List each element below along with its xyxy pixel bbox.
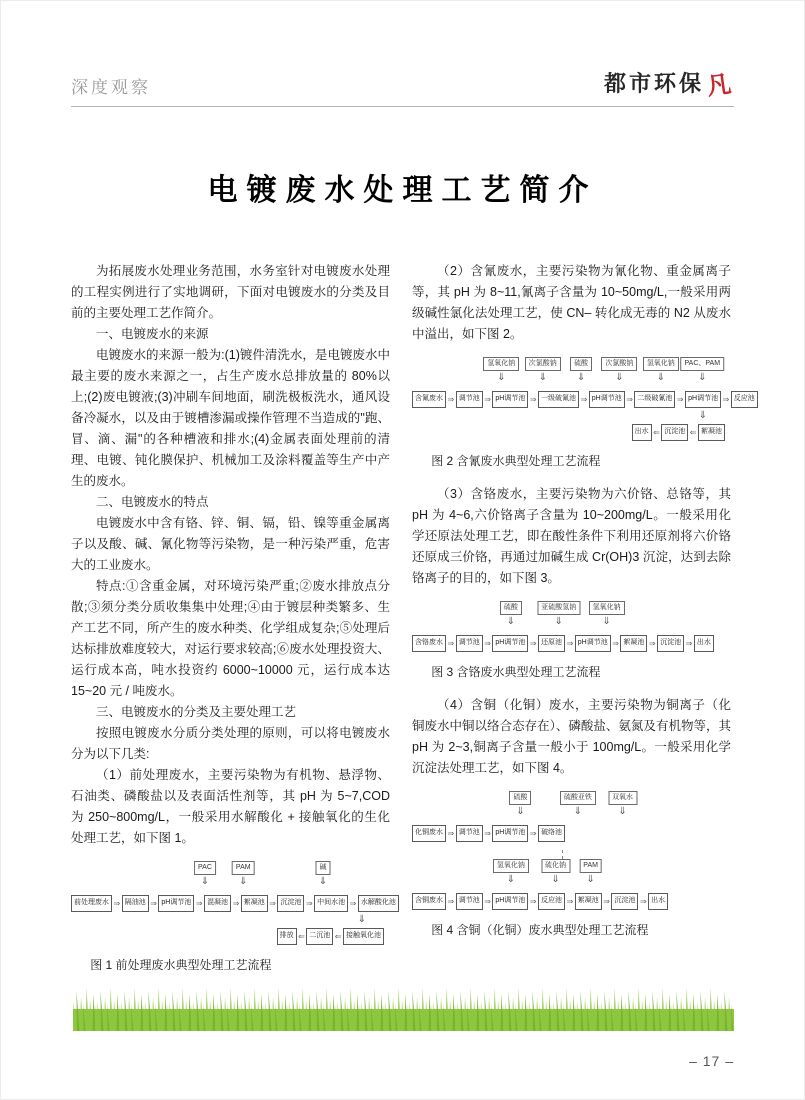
figure-fig3 (412, 601, 731, 654)
brand-logo (603, 67, 736, 101)
process-box: 水解酸化池 (358, 895, 399, 912)
reagent-box: 碱 (316, 861, 331, 875)
process-box: 出水 (648, 893, 668, 910)
process-box: pH调节池 (685, 391, 721, 408)
figure-fig4 (412, 791, 731, 912)
process-box: pH调节池 (492, 635, 528, 652)
flow-block (412, 601, 731, 654)
reagent-box: PAM (232, 861, 255, 875)
process-box: 沉淀池 (611, 893, 638, 910)
process-box: 出水 (632, 424, 652, 441)
right-arrow-icon: ⇒ (447, 829, 455, 838)
page-header (71, 67, 734, 107)
right-arrow-icon: ⇒ (484, 829, 491, 838)
process-box: 调节池 (456, 635, 483, 652)
brand-name: 都市环保 (603, 71, 704, 96)
right-arrow-icon: ⇒ (580, 395, 588, 404)
section-heading: 一、电镀废水的来源 (96, 327, 209, 341)
paragraph: 特点:①含重金属，对环境污染严重;②废水排放点分散;③须分类分质收集集中处理;④由于镀层种类繁多、生产工艺不同，所产生的废水种类、化学组成复杂;⑤处理后达标排放难度较大，对运行要求较高;⑥废水处理投资大、运行成本高，吨水投资约 6000~10000 元，运行成本达 15~20 元 / 吨废水。 (71, 579, 390, 698)
process-row (412, 633, 731, 654)
figure-caption: 图 4 含铜（化铜）废水典型处理工艺流程 (431, 923, 649, 937)
reagent-box: 氢氧化钠 (589, 601, 625, 615)
process-box: 二沉池 (306, 928, 333, 945)
left-arrow-icon: ⇐ (653, 428, 660, 437)
paragraph: 为拓展废水处理业务范围，水务室针对电镀废水处理的工程实例进行了实地调研，下面对电镀废水的分类及目前的主要处理工艺作简介。 (71, 264, 390, 320)
down-arrow-icon: ⇓ (615, 372, 624, 383)
down-arrow-icon: ⇓ (200, 876, 210, 887)
process-box: 含铬废水 (412, 635, 446, 652)
process-box: pH调节池 (492, 391, 528, 408)
process-box: 前处理废水 (71, 895, 112, 912)
down-arrow-icon: ⇓ (618, 806, 627, 817)
process-box: 絮凝池 (241, 895, 268, 912)
process-box: 调节池 (456, 893, 483, 910)
brand-seal-icon: 凡 (705, 71, 736, 101)
reagent-box: 氢氧化钠 (493, 859, 529, 873)
paragraph: （4）含铜（化铜）废水，主要污染物为铜离子（化铜废水中铜以络合态存在）、磷酸盐、氨氮及有机物等，其 pH 为 2~3,铜离子含量一般小于 100mg/L。一般采用化学沉淀法处理工艺，如下图 4。 (412, 698, 731, 775)
right-arrow-icon: ⇒ (305, 899, 313, 908)
process-box: 中间水池 (314, 895, 348, 912)
right-arrow-icon: ⇒ (447, 639, 455, 648)
process-box: pH调节池 (492, 893, 528, 910)
down-arrow-icon: ⇓ (538, 372, 547, 383)
figure-caption: 图 1 前处理废水典型处理工艺流程 (90, 958, 272, 972)
reagent-box: 次氯酸钠 (601, 357, 637, 371)
article-title: 电镀废水处理工艺简介 (207, 174, 598, 207)
down-arrow-icon: ⇓ (497, 372, 506, 383)
process-box: pH调节池 (589, 391, 625, 408)
down-arrow-icon: ⇓ (554, 616, 563, 627)
process-box: 絮凝池 (620, 635, 647, 652)
down-arrow-icon: ⇓ (318, 876, 328, 887)
reagent-box: 硫酸亚铁 (560, 791, 596, 805)
down-arrow-icon: ⇓ (576, 372, 586, 383)
reagent-box: 硫酸 (500, 601, 522, 615)
reagent-box: PAC、PAM (681, 357, 725, 371)
right-arrow-icon: ⇒ (676, 395, 684, 404)
paragraph: 电镀废水中含有铬、锌、铜、镉，铅、镍等重金属离子以及酸、碱、氰化物等污染物，是一种污染严重，危害大的工业废水。 (71, 516, 390, 572)
right-arrow-icon: ⇒ (447, 897, 455, 906)
flow-connector (562, 850, 731, 859)
down-arrow-icon: ⇓ (506, 874, 516, 885)
process-box: 混凝池 (204, 895, 231, 912)
right-arrow-icon: ⇒ (529, 639, 537, 648)
down-arrow-icon: ⇓ (516, 806, 525, 817)
right-column (412, 261, 755, 988)
reagent-box: 氢氧化钠 (643, 357, 679, 371)
down-arrow-icon: ⇓ (698, 410, 707, 421)
down-arrow-icon: ⇓ (357, 914, 366, 925)
down-arrow-icon: ⇓ (551, 874, 560, 885)
right-arrow-icon: ⇒ (529, 829, 537, 838)
section-heading: 二、电镀废水的特点 (96, 495, 209, 509)
flow-block (412, 357, 755, 443)
right-arrow-icon: ⇒ (626, 395, 633, 404)
left-arrow-icon: ⇐ (298, 932, 305, 941)
reagent-layer (71, 861, 390, 893)
down-arrow-icon: ⇓ (698, 372, 707, 383)
paragraph: 按照电镀废水分质分类处理的原则，可以将电镀废水分为以下几类: (71, 726, 390, 761)
flow-block (412, 791, 731, 844)
paragraph: （2）含氰废水，主要污染物为氰化物、重金属离子等，其 pH 为 8~11,氰离子含量为 10~50mg/L,一般采用两级碱性氯化法处理工艺，使 CN– 转化成无毒的 N2 从废水中溢出，如下图 2。 (412, 264, 731, 341)
paragraph: （3）含铬废水，主要污染物为六价铬、总铬等，其 pH 为 4~6,六价铬离子含量为 10~200mg/L。一般采用化学还原法处理工艺，即在酸性条件下利用还原剂将六价铬还原成三价铬，再通过加碱生成 Cr(OH)3 沉淀，达到去除铬离子的目的，如下图 3。 (412, 487, 731, 585)
right-arrow-icon: ⇒ (685, 639, 693, 648)
process-box: 出水 (694, 635, 714, 652)
reagent-box: 硫酸 (509, 791, 531, 805)
reagent-layer (412, 859, 731, 891)
process-box: 反应池 (731, 391, 758, 408)
reagent-box: 亚硫酸氢钠 (537, 601, 580, 615)
process-box: 絮凝池 (698, 424, 725, 441)
process-box: 沉淀池 (277, 895, 304, 912)
right-arrow-icon: ⇒ (612, 639, 619, 648)
reagent-box: 双氧水 (608, 791, 637, 805)
process-box: pH调节池 (158, 895, 194, 912)
process-box: 破络池 (538, 825, 565, 842)
process-row (71, 893, 396, 914)
right-arrow-icon: ⇒ (722, 395, 730, 404)
process-tail-row (412, 422, 731, 443)
process-box: 调节池 (456, 391, 483, 408)
down-arrow-icon: ⇓ (239, 876, 248, 887)
section-heading: 三、电镀废水的分类及主要处理工艺 (96, 705, 297, 719)
process-tail-row (71, 926, 390, 947)
right-arrow-icon: ⇒ (269, 899, 276, 908)
right-arrow-icon: ⇒ (648, 639, 656, 648)
process-box: 反应池 (538, 893, 565, 910)
reagent-box: PAC (194, 861, 216, 875)
reagent-layer (412, 357, 731, 389)
right-arrow-icon: ⇒ (447, 395, 455, 404)
process-box: 絮凝池 (575, 893, 602, 910)
down-arrow-icon: ⇓ (586, 874, 595, 885)
reagent-box: 硫酸 (570, 357, 592, 371)
process-box: 含铜废水 (412, 893, 446, 910)
right-arrow-icon: ⇒ (566, 639, 574, 648)
reagent-layer (412, 601, 731, 633)
right-arrow-icon: ⇒ (484, 395, 491, 404)
process-box: 一级破氰池 (538, 391, 579, 408)
process-box: 沉淀池 (661, 424, 688, 441)
process-box: 接触氧化池 (343, 928, 384, 945)
figure-caption: 图 2 含氰废水典型处理工艺流程 (431, 454, 601, 468)
process-box: 二级破氰池 (634, 391, 675, 408)
right-arrow-icon: ⇒ (603, 897, 610, 906)
right-arrow-icon: ⇒ (484, 639, 491, 648)
flow-block (412, 859, 731, 912)
process-row (412, 389, 755, 410)
process-row (412, 891, 731, 912)
left-arrow-icon: ⇐ (334, 932, 342, 941)
reagent-layer (412, 791, 731, 823)
process-box: 沉淀池 (657, 635, 684, 652)
right-arrow-icon: ⇒ (150, 899, 157, 908)
reagent-box: 次氯酸钠 (525, 357, 561, 371)
right-arrow-icon: ⇒ (484, 897, 491, 906)
section-label: 深度观察 (71, 78, 151, 97)
reagent-box: 氢氧化钠 (483, 357, 519, 371)
down-arrow-icon: ⇓ (506, 616, 516, 627)
process-box: 排放 (277, 928, 297, 945)
figure-fig1 (71, 861, 396, 947)
grass-decoration (73, 985, 734, 1031)
paragraph: 电镀废水的来源一般为:(1)镀件清洗水，是电镀废水中最主要的废水来源之一，占生产废水总排放量的 80%以上;(2)废电镀液;(3)冲刷车间地面，刷洗极板洗水，通风设备冷凝水，以及由于镀槽渗漏或操作管理不当造成的"跑、冒、滴、漏"的各种槽液和排水;(4)金属表面处理前的清理、电镀、钝化膜保护、机械加工及涂料覆盖等生产中产生的废水。 (71, 348, 390, 488)
process-box: 还原池 (538, 635, 565, 652)
process-box: pH调节池 (492, 825, 528, 842)
reagent-box: PAM (579, 859, 602, 873)
process-box: 含氰废水 (412, 391, 446, 408)
figure-fig2 (412, 357, 755, 443)
process-row (412, 823, 731, 844)
left-arrow-icon: ⇐ (689, 428, 697, 437)
reagent-box: 硫化钠 (541, 859, 570, 873)
right-arrow-icon: ⇒ (529, 395, 537, 404)
right-arrow-icon: ⇒ (349, 899, 357, 908)
right-arrow-icon: ⇒ (529, 897, 537, 906)
process-box: 隔油池 (122, 895, 149, 912)
left-column (71, 261, 396, 988)
right-arrow-icon: ⇒ (113, 899, 121, 908)
process-box: 化铜废水 (412, 825, 446, 842)
right-arrow-icon: ⇒ (195, 899, 203, 908)
paragraph: （1）前处理废水，主要污染物为有机物、悬浮物、石油类、磷酸盐以及表面活性剂等，其 pH 为 5~7,COD 为 250~800mg/L，一般采用水解酸化 + 接触氧化的生化处理工艺，如下图 1。 (71, 768, 390, 845)
down-arrow-icon: ⇓ (602, 616, 611, 627)
page-number: – 17 – (689, 1053, 734, 1069)
right-arrow-icon: ⇒ (566, 897, 574, 906)
figure-caption: 图 3 含铬废水典型处理工艺流程 (431, 665, 601, 679)
article-body (71, 261, 755, 988)
flow-block (71, 861, 396, 947)
right-arrow-icon: ⇒ (639, 897, 647, 906)
down-arrow-icon: ⇓ (573, 806, 583, 817)
process-box: pH调节池 (575, 635, 611, 652)
right-arrow-icon: ⇒ (232, 899, 240, 908)
process-box: 调节池 (456, 825, 483, 842)
down-arrow-icon: ⇓ (656, 372, 666, 383)
